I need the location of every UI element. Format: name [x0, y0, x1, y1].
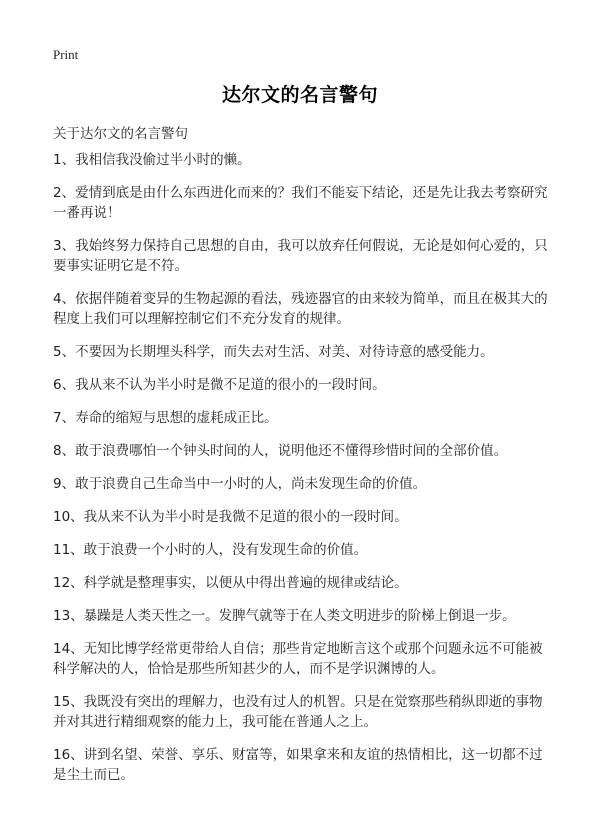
quote-item: 12、科学就是整理事实，以便从中得出普遍的规律或结论。 — [53, 575, 408, 591]
quote-item: 1、我相信我没偷过半小时的懒。 — [53, 152, 251, 168]
quote-item: 11、敢于浪费一个小时的人，没有发现生命的价值。 — [53, 542, 368, 558]
quote-item: 15、我既没有突出的理解力，也没有过人的机智。只是在觉察那些稍纵即逝的事物并对其进行精细观察的能力上，我可能在普通人之上。 — [53, 694, 543, 730]
quote-item: 5、不要因为长期埋头科学，而失去对生活、对美、对待诗意的感受能力。 — [53, 344, 494, 360]
quote-item: 13、暴躁是人类天性之一。发脾气就等于在人类文明进步的阶梯上倒退一步。 — [53, 608, 516, 624]
quote-list — [53, 150, 553, 798]
quote-item: 2、爱情到底是由什么东西进化而来的？我们不能妄下结论，还是先让我去考察研究一番再说！ — [53, 185, 548, 221]
quote-item: 8、敢于浪费哪怕一个钟头时间的人，说明他还不懂得珍惜时间的全部价值。 — [53, 443, 508, 459]
quote-item: 3、我始终努力保持自己思想的自由，我可以放弃任何假说，无论是如何心爱的，只要事实证明它是不符。 — [53, 238, 548, 274]
page-title: 达尔文的名言警句 — [221, 84, 378, 106]
quote-item: 6、我从来不认为半小时是微不足道的很小的一段时间。 — [53, 377, 386, 393]
print-link[interactable]: Print — [53, 47, 79, 62]
page-subtitle: 关于达尔文的名言警句 — [53, 126, 188, 142]
quote-item: 7、寿命的缩短与思想的虚耗成正比。 — [53, 410, 278, 426]
quote-item: 14、无知比博学经常更带给人自信；那些肯定地断言这个或那个问题永远不可能被科学解决的人，恰恰是那些所知甚少的人，而不是学识渊博的人。 — [53, 641, 543, 677]
quote-item: 9、敢于浪费自己生命当中一小时的人，尚未发现生命的价值。 — [53, 476, 427, 492]
quote-item: 16、讲到名望、荣誉、享乐、财富等，如果拿来和友谊的热情相比，这一切都不过是尘土而已。 — [53, 747, 543, 783]
quote-item: 4、依据伴随着变异的生物起源的看法，残迹器官的由来较为简单，而且在极其大的程度上我们可以理解控制它们不充分发育的规律。 — [53, 291, 548, 327]
quote-item: 10、我从来不认为半小时是我微不足道的很小的一段时间。 — [53, 509, 408, 525]
